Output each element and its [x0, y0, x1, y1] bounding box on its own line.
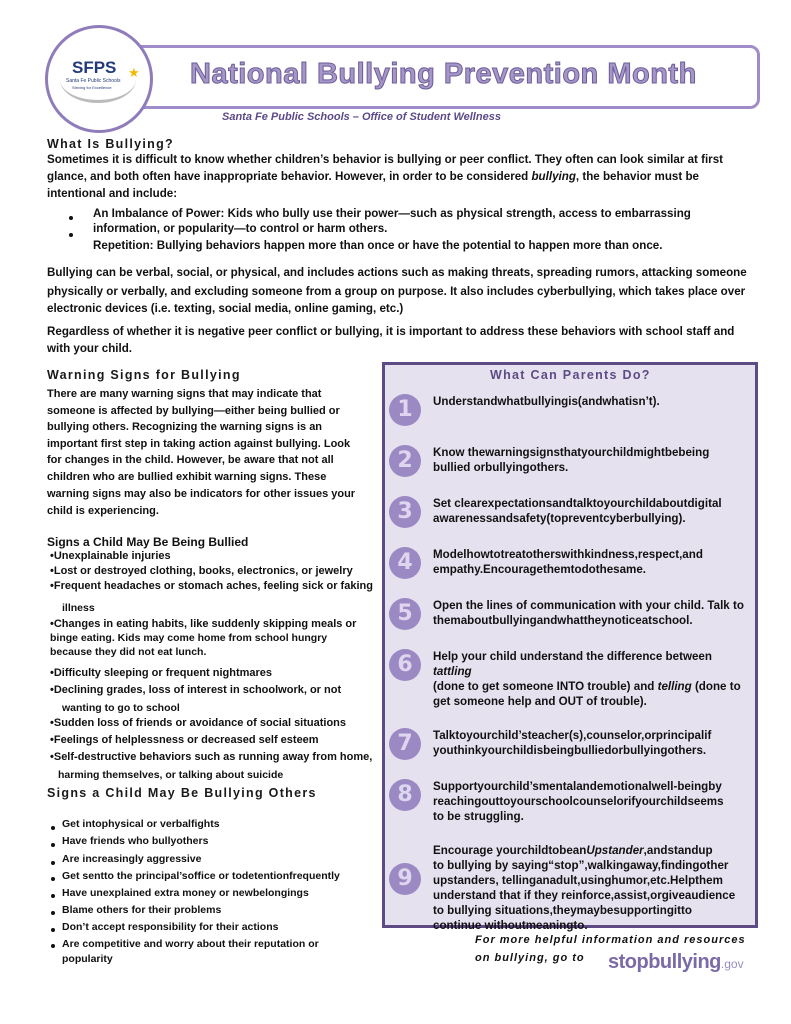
bullying-sign: Don’t accept responsibility for their actions: [62, 921, 279, 933]
parent-tip-line: Talktoyourchild’steacher(s),counselor,orprincipalif: [433, 729, 712, 742]
bullied-sign: wanting to go to school: [62, 702, 180, 714]
logo-subtext: Santa Fe Public Schools: [66, 78, 121, 84]
parent-step: [397, 445, 745, 477]
parent-tip-line: [433, 843, 745, 858]
bullet-icon: [51, 826, 55, 830]
warning-line: warning signs may also be indicators for other issues your: [47, 488, 356, 500]
step-number-icon: 6: [389, 649, 421, 681]
parent-tip-line: to bullying by saying“stop”,walkingaway,findingother: [433, 859, 729, 872]
bullied-sign: •Difficulty sleeping or frequent nightmares: [50, 667, 273, 679]
parent-tip-line: to be struggling.: [433, 810, 524, 823]
step-number-icon: 3: [389, 496, 421, 528]
parent-step: [397, 547, 745, 579]
parent-step: [397, 779, 745, 824]
parent-tip-line: upstanders, tellinganadult,usinghumor,etc.Helpthem: [433, 874, 723, 887]
bullied-sign: because they did not eat lunch.: [50, 646, 207, 658]
criteria-item: An Imbalance of Power: Kids who bully use their power—such as physical strength, access to embarrassing: [93, 207, 691, 220]
parent-tip-line: youthinkyourchildisbeingbulliedorbullyingothers.: [433, 744, 707, 757]
logo-tld-text: .gov: [720, 957, 744, 971]
intro-line: intentional and include:: [47, 187, 178, 200]
bullied-sign: •Unexplainable injuries: [50, 550, 171, 562]
parent-tip-line: Understandwhatbullyingis(andwhatisn’t).: [433, 395, 660, 408]
bullied-sign: •Self-destructive behaviors such as running away from home,: [50, 751, 373, 763]
star-icon: ★: [128, 65, 140, 80]
parent-tip-line: [433, 649, 745, 679]
page-title: National Bullying Prevention Month: [190, 58, 697, 90]
parent-tip-line: to bullying situations,theymaybesupportingitto: [433, 904, 692, 917]
bullied-sign: binge eating. Kids may come home from school hungry: [50, 632, 328, 644]
bullying-sign: Have unexplained extra money or newbelongings: [62, 887, 309, 899]
intro-text: , the behavior must be: [575, 170, 699, 183]
parent-step: [397, 649, 745, 709]
step-number-icon: 5: [389, 598, 421, 630]
bullied-sign: •Declining grades, loss of interest in schoolwork, or not: [50, 684, 342, 696]
footer-text: on bullying, go to: [475, 952, 585, 964]
bullying-sign: Get sentto the principal’soffice or todetentionfrequently: [62, 870, 340, 882]
parent-steps-list: [397, 394, 745, 933]
intro-line: Sometimes it is difficult to know whether children’s behavior is bullying or peer conflict. They often can look similar at first: [47, 153, 723, 166]
tip-text: ,andstandup: [643, 844, 713, 857]
warning-line: bullying others. Recognizing the warning signs is an: [47, 421, 323, 433]
bullying-sign: Get intophysical or verbalfights: [62, 818, 220, 830]
step-number-icon: 4: [389, 547, 421, 579]
types-line: electronic devices (i.e. texting, social media, online gaming, etc.): [47, 302, 404, 315]
bullying-sign: Are increasingly aggressive: [62, 853, 202, 865]
parent-tip-line: Set clearexpectationsandtalktoyourchildaboutdigital: [433, 497, 722, 510]
parent-tip-line: themaboutbullyingandwhattheynoticeatschool.: [433, 614, 693, 627]
warning-signs-heading: Warning Signs for Bullying: [47, 368, 241, 382]
parent-tip-line: empathy.Encouragethemtodothesame.: [433, 563, 647, 576]
bullied-sign: •Frequent headaches or stomach aches, feeling sick or faking: [50, 580, 373, 592]
parent-step: [397, 843, 745, 933]
warning-line: important first step in taking action against bullying. Look: [47, 438, 351, 450]
bullet-icon: [69, 233, 73, 237]
sfps-logo: [45, 25, 153, 133]
criteria-item: Repetition: Bullying behaviors happen more than once or have the potential to happen more than once.: [93, 239, 663, 252]
criteria-item: information, or popularity—to control or harm others.: [93, 222, 388, 235]
tip-emphasis: tattling: [433, 665, 472, 678]
types-line: Bullying can be verbal, social, or physical, and includes actions such as making threats, spreading rumors, attacking someone: [47, 266, 747, 279]
what-is-bullying-heading: What Is Bullying?: [47, 137, 174, 151]
parent-tip-line: Modelhowtotreatotherswithkindness,respect,and: [433, 548, 703, 561]
bullied-sign: •Feelings of helplessness or decreased self esteem: [50, 734, 319, 746]
parent-step: [397, 394, 745, 426]
intro-line: [47, 170, 699, 184]
bullied-sign: •Sudden loss of friends or avoidance of social situations: [50, 717, 347, 729]
types-line: physically or verbally, and excluding someone from a group on purpose. It also includes cyberbullying, which takes place over: [47, 285, 746, 298]
bullet-icon: [51, 843, 55, 847]
bullying-sign: Have friends who bullyothers: [62, 835, 209, 847]
bullet-icon: [51, 877, 55, 881]
tip-text: (done to get someone INTO trouble) and: [433, 680, 658, 693]
parent-step: [397, 598, 745, 630]
warning-line: children who are bullied exhibit warning signs. These: [47, 471, 327, 483]
bullied-sign: harming themselves, or talking about suicide: [58, 769, 284, 781]
page-subtitle: Santa Fe Public Schools – Office of Student Wellness: [222, 111, 501, 123]
tip-text: (done to: [691, 680, 741, 693]
bullying-sign: Blame others for their problems: [62, 904, 222, 916]
warning-line: There are many warning signs that may indicate that: [47, 388, 322, 400]
bullying-others-heading: Signs a Child May Be Bullying Others: [47, 786, 317, 800]
parent-tip-line: bullied orbullyingothers.: [433, 461, 569, 474]
parent-tip-line: understand that if they reinforce,assist,orgiveaudience: [433, 889, 736, 902]
warning-line: for changes in the child. However, be aware that not all: [47, 454, 334, 466]
step-number-icon: 1: [389, 394, 421, 426]
bullied-sign: •Changes in eating habits, like suddenly skipping meals or: [50, 618, 357, 630]
bullied-sign: illness: [62, 602, 95, 614]
bullet-icon: [51, 894, 55, 898]
bullet-icon: [69, 216, 73, 220]
parent-step: [397, 728, 745, 760]
parent-tip-line: continue withoutmeaningto.: [433, 919, 588, 932]
tip-text: Encourage yourchildtobean: [433, 844, 587, 857]
step-number-icon: 2: [389, 445, 421, 477]
bullet-icon: [51, 928, 55, 932]
stopbullying-logo-link[interactable]: [608, 951, 744, 974]
parent-tip-line: Open the lines of communication with your child. Talk to: [433, 599, 744, 612]
address-line: Regardless of whether it is negative peer conflict or bullying, it is important to address these behaviors with school staff and: [47, 325, 735, 338]
bullet-icon: [51, 944, 55, 948]
step-number-icon: 9: [389, 863, 421, 895]
logo-main-text: stopbullying: [608, 951, 721, 973]
tip-emphasis: telling: [657, 680, 692, 693]
parent-tip-line: reachingouttoyourschoolcounselorifyourchildseems: [433, 795, 724, 808]
bullied-sign: •Lost or destroyed clothing, books, electronics, or jewelry: [50, 565, 353, 577]
bullet-icon: [51, 911, 55, 915]
being-bullied-heading: Signs a Child May Be Being Bullied: [47, 535, 249, 549]
parent-step: [397, 496, 745, 528]
logo-text: SFPS: [72, 58, 117, 77]
intro-emphasis: bullying: [531, 170, 576, 183]
tip-text: Help your child understand the difference between: [433, 650, 712, 663]
bullet-icon: [51, 861, 55, 865]
tip-emphasis: Upstander: [586, 844, 644, 857]
warning-line: child is experiencing.: [47, 505, 159, 517]
parent-tip-line: awarenessandsafety(topreventcyberbullying).: [433, 512, 686, 525]
parent-tip-line: [433, 679, 745, 694]
intro-text: glance, and both often have inappropriate behavior. However, in order to be considered: [47, 170, 532, 183]
step-number-icon: 7: [389, 728, 421, 760]
address-line: with your child.: [47, 342, 133, 355]
warning-line: someone is affected by bullying—either being bullied or: [47, 405, 340, 417]
parent-tip-line: Supportyourchild’smentalandemotionalwell-beingby: [433, 780, 722, 793]
step-number-icon: 8: [389, 779, 421, 811]
parent-tip-line: Know thewarningsignsthatyourchildmightbebeing: [433, 446, 710, 459]
footer-text: For more helpful information and resources: [475, 934, 746, 946]
bullying-sign: Are competitive and worry about their reputation or: [62, 938, 319, 950]
bullying-sign: popularity: [62, 953, 113, 965]
parent-tip-line: get someone help and OUT of trouble).: [433, 695, 647, 708]
parents-heading: What Can Parents Do?: [490, 368, 651, 382]
logo-tagline: Striving for Excellence: [72, 85, 112, 90]
